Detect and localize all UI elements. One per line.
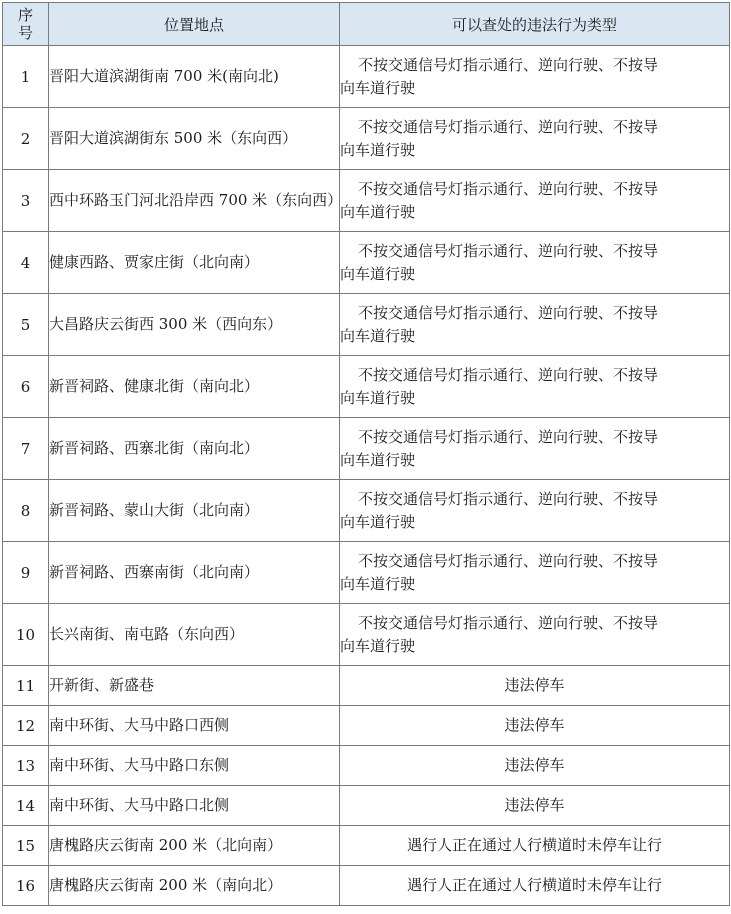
- location-cell: 新晋祠路、西寨北街（南向北）: [49, 418, 340, 480]
- row-number: 16: [3, 866, 49, 906]
- row-number: 15: [3, 826, 49, 866]
- violation-line-1: 不按交通信号灯指示通行、逆向行驶、不按导: [358, 179, 659, 198]
- location-cell: 南中环街、大马中路口东侧: [49, 746, 340, 786]
- table-row: [3, 232, 730, 294]
- violation-cell: 遇行人正在通过人行横道时未停车让行: [340, 866, 730, 906]
- violation-line-1: 不按交通信号灯指示通行、逆向行驶、不按导: [358, 303, 659, 322]
- violation-line-1: 不按交通信号灯指示通行、逆向行驶、不按导: [358, 613, 659, 632]
- location-cell: 开新街、新盛巷: [49, 666, 340, 706]
- violation-cell: [340, 604, 730, 666]
- location-cell: 晋阳大道滨湖街东 500 米（东向西）: [49, 108, 340, 170]
- header-location: 位置地点: [49, 3, 340, 46]
- table-row: [3, 46, 730, 108]
- location-cell: 南中环街、大马中路口北侧: [49, 786, 340, 826]
- violation-cell: [340, 418, 730, 480]
- violation-cell: 违法停车: [340, 706, 730, 746]
- violation-line-2: 向车道行驶: [340, 512, 416, 531]
- violation-line-1: 不按交通信号灯指示通行、逆向行驶、不按导: [358, 241, 659, 260]
- violation-line-1: 不按交通信号灯指示通行、逆向行驶、不按导: [358, 427, 659, 446]
- violation-line-2: 向车道行驶: [340, 326, 416, 345]
- row-number: 13: [3, 746, 49, 786]
- table-row: [3, 666, 730, 706]
- header-violation: 可以查处的违法行为类型: [340, 3, 730, 46]
- violation-line-1: 不按交通信号灯指示通行、逆向行驶、不按导: [358, 489, 659, 508]
- location-cell: 新晋祠路、西寨南街（北向南）: [49, 542, 340, 604]
- location-cell: 长兴南街、南屯路（东向西）: [49, 604, 340, 666]
- table-row: [3, 866, 730, 906]
- row-number: 12: [3, 706, 49, 746]
- violation-cell: [340, 294, 730, 356]
- violation-cell: 违法停车: [340, 786, 730, 826]
- location-cell: 新晋祠路、健康北街（南向北）: [49, 356, 340, 418]
- violation-cell: [340, 542, 730, 604]
- table-row: [3, 604, 730, 666]
- table-row: [3, 418, 730, 480]
- violation-line-2: 向车道行驶: [340, 202, 416, 221]
- row-number: 14: [3, 786, 49, 826]
- violation-cell: [340, 480, 730, 542]
- table-row: [3, 356, 730, 418]
- row-number: 10: [3, 604, 49, 666]
- row-number: 3: [3, 170, 49, 232]
- violation-line-2: 向车道行驶: [340, 140, 416, 159]
- header-row: [3, 3, 730, 46]
- location-cell: 大昌路庆云街西 300 米（西向东）: [49, 294, 340, 356]
- violation-locations-table: [2, 2, 730, 906]
- location-cell: 晋阳大道滨湖街南 700 米(南向北): [49, 46, 340, 108]
- table-row: [3, 746, 730, 786]
- violation-line-1: 不按交通信号灯指示通行、逆向行驶、不按导: [358, 551, 659, 570]
- location-cell: 健康西路、贾家庄街（北向南）: [49, 232, 340, 294]
- table-row: [3, 294, 730, 356]
- row-number: 1: [3, 46, 49, 108]
- row-number: 5: [3, 294, 49, 356]
- violation-line-2: 向车道行驶: [340, 78, 416, 97]
- violation-line-2: 向车道行驶: [340, 636, 416, 655]
- violation-cell: [340, 170, 730, 232]
- row-number: 8: [3, 480, 49, 542]
- violation-line-2: 向车道行驶: [340, 388, 416, 407]
- table-row: [3, 542, 730, 604]
- location-cell: 新晋祠路、蒙山大街（北向南）: [49, 480, 340, 542]
- violation-cell: 遇行人正在通过人行横道时未停车让行: [340, 826, 730, 866]
- table-row: [3, 786, 730, 826]
- violation-cell: 违法停车: [340, 746, 730, 786]
- row-number: 2: [3, 108, 49, 170]
- location-cell: 西中环路玉门河北沿岸西 700 米（东向西）: [49, 170, 340, 232]
- row-number: 7: [3, 418, 49, 480]
- location-cell: 唐槐路庆云街南 200 米（南向北）: [49, 866, 340, 906]
- table-row: [3, 480, 730, 542]
- header-no: 序 号: [3, 3, 49, 46]
- table-row: [3, 706, 730, 746]
- row-number: 4: [3, 232, 49, 294]
- violation-cell: [340, 232, 730, 294]
- table-row: [3, 108, 730, 170]
- violation-line-2: 向车道行驶: [340, 574, 416, 593]
- violation-cell: [340, 356, 730, 418]
- row-number: 9: [3, 542, 49, 604]
- location-cell: 唐槐路庆云街南 200 米（北向南）: [49, 826, 340, 866]
- violation-cell: [340, 46, 730, 108]
- violation-line-1: 不按交通信号灯指示通行、逆向行驶、不按导: [358, 365, 659, 384]
- violation-line-1: 不按交通信号灯指示通行、逆向行驶、不按导: [358, 55, 659, 74]
- violation-line-2: 向车道行驶: [340, 264, 416, 283]
- row-number: 11: [3, 666, 49, 706]
- violation-cell: 违法停车: [340, 666, 730, 706]
- violation-line-2: 向车道行驶: [340, 450, 416, 469]
- violation-cell: [340, 108, 730, 170]
- table-row: [3, 826, 730, 866]
- violation-line-1: 不按交通信号灯指示通行、逆向行驶、不按导: [358, 117, 659, 136]
- location-cell: 南中环街、大马中路口西侧: [49, 706, 340, 746]
- table-row: [3, 170, 730, 232]
- row-number: 6: [3, 356, 49, 418]
